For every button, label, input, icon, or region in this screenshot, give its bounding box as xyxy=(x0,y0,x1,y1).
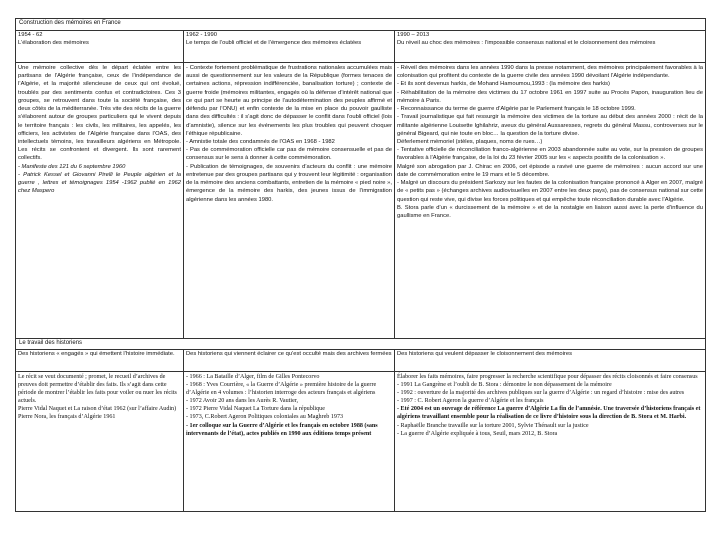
list-item: - 1972 Avoir 20 ans dans les Aurès R. Vautier, xyxy=(186,398,299,405)
list-item: - Amnistie totale des condamnés de l’OAS en 1968 - 1982 xyxy=(186,138,335,145)
period-header-3 xyxy=(395,31,706,63)
list-item: - 1997 : C. Robert Ageron la guerre d’Algérie et les français xyxy=(397,398,544,405)
list-item: - 1991 La Gangrène et l’oubli de B. Stora : démontre le non dépassement de la mémoire xyxy=(397,382,612,389)
list-item: - Publication de témoignages, de souvenirs d’acteurs du conflit : une mémoire entretenue par des groupes partisans qui y trouvent leur légitimité : organisation de la mémoire des anciens combattants, entretien de la mémoire « pied noire », émergence de la mémoire des harkis, des jeunes issus de l’immigration algérienne dans les années 1980. xyxy=(186,163,392,203)
list-item: - Contexte fortement problématique de frustrations nationales accumulées mais aussi de questionnement sur les valeurs de la République (formes tenaces de certaines actions, répression indifférenciée, banalisation torture) ; contexte de guerre froide (mémoires militantes, engagés où la défense d’intérêt national que ce qui part se heurte au principe de l’autodétermination des peuples affirmé et défendu par l’ONU) et enfin contexte de la mise en place du pouvoir gaulliste dans des difficultés : il s’agit donc de dépasser le conflit dans l’oubli officiel (lois d’amnistie), silence sur les événements les plus troubles qui peuvent choquer l’éthique républicaine. xyxy=(186,65,392,137)
period-label: 1990 – 2013 xyxy=(397,32,430,38)
section1-content-row xyxy=(16,63,706,339)
list-item: - Travail journalistique qui fait ressurgir la mémoire des victimes de la torture au début des années 2000 : récit de la militante algérienne Louisette Ighilahriz, aveux du général Aussaresses, regrets du général Massu, controverses sur le général Bigeard, qui nie toute en bloc… la question de la torture divise. xyxy=(397,114,703,137)
list-item: Élaborer les faits mémoires, faire progresser la recherche scientifique pour dépasser des récits cloisonnés et faire consensus xyxy=(397,374,698,380)
section2-col1 xyxy=(16,372,184,512)
list-item: - Patrick Kessel et Giovanni Pirelli le Peuple algérien et la guerre , lettres et témoignages 1954 -1962 publié en 1962 chez Maspero xyxy=(18,171,181,195)
period-desc: Le temps de l’oubli officiel et de l’émergence des mémoires éclatées xyxy=(186,39,362,46)
list-item: - Malgré un discours du président Sarkozy sur les fautes de la colonisation française prononcé à Alger en 2007, malgré de « petits pas » (échanges archives audiovisuelles en 2007 entre les deux pays), pas de consensus national sur cette question qui reste vive, qui divise les forces politiques et qui empêche toute réconciliation durable avec l’Algérie. xyxy=(397,180,703,203)
list-item: - 1972 Pierre Vidal Naquet La Torture dans la république xyxy=(186,406,325,413)
section2-content-row xyxy=(16,372,706,512)
section2-col3 xyxy=(395,372,706,512)
list-item: - Réhabilitation de la mémoire des victimes du 17 octobre 1961 en 1997 suite au Procès Papon, inauguration lieu de mémoire à Paris. xyxy=(397,89,703,104)
list-item: - Manifeste des 121 du 6 septembre 1960 xyxy=(18,163,126,170)
list-item: - Tentative officielle de réconciliation franco-algérienne en 2003 abandonnée suite au vote, sur la pression de groupes favorables à l’Algérie française, de la loi du 23 février 2005 sur les « aspects positifs de la colonisation ». xyxy=(397,147,703,162)
memory-table xyxy=(15,18,706,512)
list-item: Le récit se veut documenté ; promet, le recueil d’archives de preuves doit permettre d’établir des faits. Ils s’agit dans cette période de montrer l’établir les faits pour voiler ou nuer les récits actuels. xyxy=(18,374,177,405)
list-item: B. Stora parle d’un « durcissement de la mémoire » et de la nostalgie en liaison aussi avec la perte d’influence du gaullisme en France. xyxy=(397,204,703,219)
period-label: 1954 - 62 xyxy=(18,32,43,38)
list-item: - 1er colloque sur la Guerre d’Algérie et les français en octobre 1988 (sans intervenants de l’état), actes publiés en 1990 aux éditions temps présent xyxy=(186,422,378,437)
list-item: Pierre Vidal Naquet et La raison d’état 1962 (sur l’affaire Audin) xyxy=(18,406,177,413)
col1-paragraph: Une mémoire collective dès le départ éclatée entre les partisans de l’Algérie française, ceux de l’indépendance de l’Algérie, et la majorité silencieuse de ceux qui ont évolué, troublés par des sentiments confus et contradictoires. Ces 3 groupes, se retrouvent dans toute la société française, des deux côtés de la méditerranée. Très vite des récits de la guerre s’élaborent autour de groupes particuliers qui le vivent depuis le territoire français : les civils, les militaires, les appelés, les officiers, les activistes de l’Algérie française dans l’OAS, des intellectuels témoins, les travailleurs algériens en Métropole. Les récits se confrontent et divergent. Ils sont rarement collectifs. xyxy=(18,65,181,162)
period-header-1 xyxy=(16,31,184,63)
period-header-2 xyxy=(184,31,395,63)
historians-header-1: Des historiens « engagés » qui émettent l’histoire immédiate. xyxy=(16,350,184,372)
section1-header-row xyxy=(16,31,706,63)
list-item: - Reconnaissance du terme de guerre d’Algérie par le Parlement français le 18 octobre 1999. xyxy=(397,106,636,113)
section2-col2 xyxy=(184,372,395,512)
period-desc: L’élaboration des mémoires xyxy=(18,39,89,46)
list-item: - 1966 : La Bataille d’Alger, film de Gilles Pontecorvo xyxy=(186,374,320,380)
list-item: - La guerre d’Algérie expliquée à tous, Seuil, mars 2012, B. Stora xyxy=(397,430,558,437)
period-desc: Du réveil au choc des mémoires : l’impossible consensus national et le cloisonnement des mémoires xyxy=(397,39,656,46)
section2-header-row xyxy=(16,350,706,372)
section1-col2 xyxy=(184,63,395,339)
list-item: - 1973, C.Robert Ageron Politiques coloniales au Maghreb 1973 xyxy=(186,414,344,421)
list-item: - Et ils sont devenus harkis, de Mohand Hamoumou,1993 : (la mémoire des harkis) xyxy=(397,81,610,88)
section1-title: Construction des mémoires en France xyxy=(16,19,706,31)
list-item: - Raphaëlle Branche travaille sur la torture 2001, Sylvie Thénault sur la justice xyxy=(397,422,589,429)
list-item: - Pas de commémoration officielle car pas de mémoire consensuelle et pas de consensus sur le sens à donner à cette commémoration. xyxy=(186,147,392,162)
list-item: - Eté 2004 est un ouvrage de référence La guerre d’Algérie La fin de l’amnésie. Une traversée d’historiens français et algériens travaillant ensemble pour la réalisation de ce livre d’histoire sous la direction de B. Stora et M. Harbi. xyxy=(397,406,701,421)
list-item: Pierre Nora, les français d’Algérie 1961 xyxy=(18,414,116,421)
section1-title-row xyxy=(16,19,706,31)
historians-header-2: Des historiens qui viennent éclairer ce qu’est occulté mais des archives fermées xyxy=(184,350,395,372)
section1-col3 xyxy=(395,63,706,339)
section1-col1 xyxy=(16,63,184,339)
list-item: Malgré son abrogation par J. Chirac en 2006, cet épisode a ravivé une guerre de mémoires : aucun accord sur une date de commémoration entre le 19 mars et le 5 décembre. xyxy=(397,163,703,178)
list-item: - 1992 : ouverture de la majorité des archives publiques sur la guerre d’Algérie : un regard d’histoire : mise des autres xyxy=(397,390,685,397)
section2-title-row xyxy=(16,339,706,350)
historians-header-3: Des historiens qui veulent dépasser le cloisonnement des mémoires xyxy=(395,350,706,372)
list-item: Déferlement mémoriel (stèles, plaques, noms de rues…) xyxy=(397,138,543,145)
section2-title: Le travail des historiens xyxy=(16,339,706,350)
list-item: - 1968 : Yves Courrière, « la Guerre d’Algérie » première histoire de la guerre d’Algérie en 4 volumes : l’historien interroge des acteurs français et algériens xyxy=(186,382,377,397)
list-item: - Réveil des mémoires dans les années 1990 dans la presse notamment, des mémoires principalement favorables à la colonisation qui profitent du contexte de la guerre civile des années 1990 dévoilant l’Algérie indépendante. xyxy=(397,65,703,80)
period-label: 1962 - 1990 xyxy=(186,32,217,38)
